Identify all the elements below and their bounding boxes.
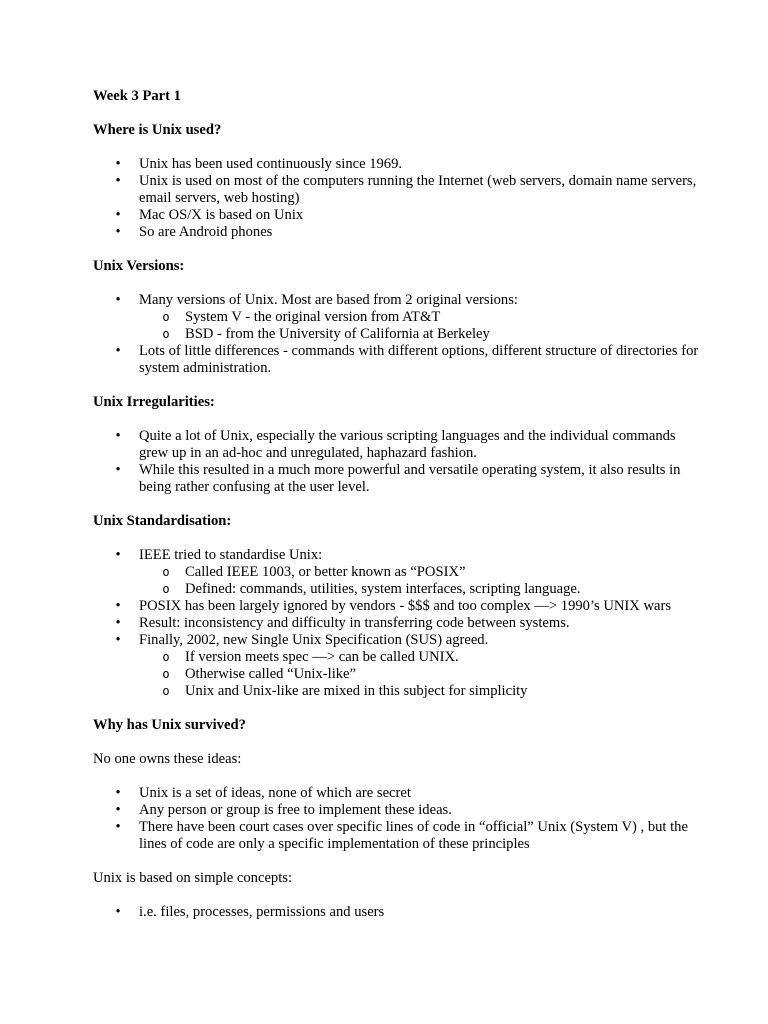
bullet-icon: •	[115, 802, 121, 818]
bullet-icon: •	[115, 462, 121, 478]
sub-bullet-icon: o	[162, 310, 170, 324]
list-item: • Quite a lot of Unix, especially the various scripting languages and the individual commands grew up in an ad-hoc and unregulated, haphazard fashion.	[93, 428, 708, 462]
bullet-icon: •	[115, 292, 121, 308]
bullet-icon: •	[115, 207, 121, 223]
bullet-icon: •	[115, 598, 121, 614]
list-item: • Unix is a set of ideas, none of which are secret	[93, 785, 708, 802]
bullet-icon: •	[115, 632, 121, 648]
list-survived	[93, 785, 708, 853]
sub-list-item: o Otherwise called “Unix-like”	[162, 666, 356, 682]
survived-intro: No one owns these ideas:	[93, 751, 242, 767]
sub-bullet-icon: o	[162, 327, 170, 341]
sub-bullet-icon: o	[162, 667, 170, 681]
bullet-icon: •	[115, 428, 121, 444]
list-item: • Lots of little differences - commands with different options, different structure of directories for system administration.	[93, 343, 708, 377]
list-item: • There have been court cases over specific lines of code in “official” Unix (System V) , but the lines of code are only a specific implementation of these principles	[93, 819, 708, 853]
document-title: Week 3 Part 1	[93, 88, 181, 104]
list-item: • Result: inconsistency and difficulty in transferring code between systems.	[93, 615, 708, 632]
bullet-icon: •	[115, 173, 121, 189]
list-item: • Finally, 2002, new Single Unix Specification (SUS) agreed. o If version meets spec —> can be called UNIX. o Otherwise called “Unix-like” o Unix and Unix-like are mixed in this subject for simplicity	[93, 632, 708, 700]
list-item: • IEEE tried to standardise Unix: o Called IEEE 1003, or better known as “POSIX” o Defined: commands, utilities, system interfaces, scripting language.	[93, 547, 708, 598]
list-item: • i.e. files, processes, permissions and users	[93, 904, 708, 921]
sub-bullet-icon: o	[162, 582, 170, 596]
list-item: • Any person or group is free to implement these ideas.	[93, 802, 708, 819]
sub-bullet-icon: o	[162, 565, 170, 579]
sub-list-item: o BSD - from the University of California at Berkeley	[162, 326, 490, 342]
sub-list-item: o Defined: commands, utilities, system interfaces, scripting language.	[162, 581, 581, 597]
section-heading-where-used: Where is Unix used?	[93, 122, 222, 138]
section-heading-survived: Why has Unix survived?	[93, 717, 246, 733]
list-irregularities	[93, 428, 708, 496]
list-concepts	[93, 904, 708, 921]
sub-list	[139, 309, 708, 343]
concepts-intro: Unix is based on simple concepts:	[93, 870, 293, 886]
bullet-icon: •	[115, 785, 121, 801]
section-heading-versions: Unix Versions:	[93, 258, 185, 274]
sub-list	[139, 649, 708, 700]
list-where-used	[93, 156, 708, 241]
list-standardisation	[93, 547, 708, 700]
sub-list-item: o If version meets spec —> can be called UNIX.	[162, 649, 459, 665]
bullet-icon: •	[115, 343, 121, 359]
list-item: • While this resulted in a much more powerful and versatile operating system, it also results in being rather confusing at the user level.	[93, 462, 708, 496]
bullet-icon: •	[115, 156, 121, 172]
list-item: • Unix has been used continuously since 1969.	[93, 156, 708, 173]
section-heading-irregularities: Unix Irregularities:	[93, 394, 215, 410]
bullet-icon: •	[115, 615, 121, 631]
list-item: • Mac OS/X is based on Unix	[93, 207, 708, 224]
sub-list	[139, 564, 708, 598]
bullet-icon: •	[115, 904, 121, 920]
sub-list-item: o System V - the original version from AT&T	[162, 309, 441, 325]
sub-list-item: o Called IEEE 1003, or better known as “POSIX”	[162, 564, 466, 580]
list-item: • POSIX has been largely ignored by vendors - $$$ and too complex —> 1990’s UNIX wars	[93, 598, 708, 615]
sub-bullet-icon: o	[162, 650, 170, 664]
bullet-icon: •	[115, 224, 121, 240]
sub-bullet-icon: o	[162, 684, 170, 698]
bullet-icon: •	[115, 547, 121, 563]
sub-list-item: o Unix and Unix-like are mixed in this subject for simplicity	[162, 683, 528, 699]
list-item: • Many versions of Unix. Most are based from 2 original versions: o System V - the original version from AT&T o BSD - from the University of California at Berkeley	[93, 292, 708, 343]
list-item: • So are Android phones	[93, 224, 708, 241]
section-heading-standardisation: Unix Standardisation:	[93, 513, 232, 529]
list-versions	[93, 292, 708, 377]
bullet-icon: •	[115, 819, 121, 835]
list-item: • Unix is used on most of the computers running the Internet (web servers, domain name servers, email servers, web hosting)	[93, 173, 708, 207]
